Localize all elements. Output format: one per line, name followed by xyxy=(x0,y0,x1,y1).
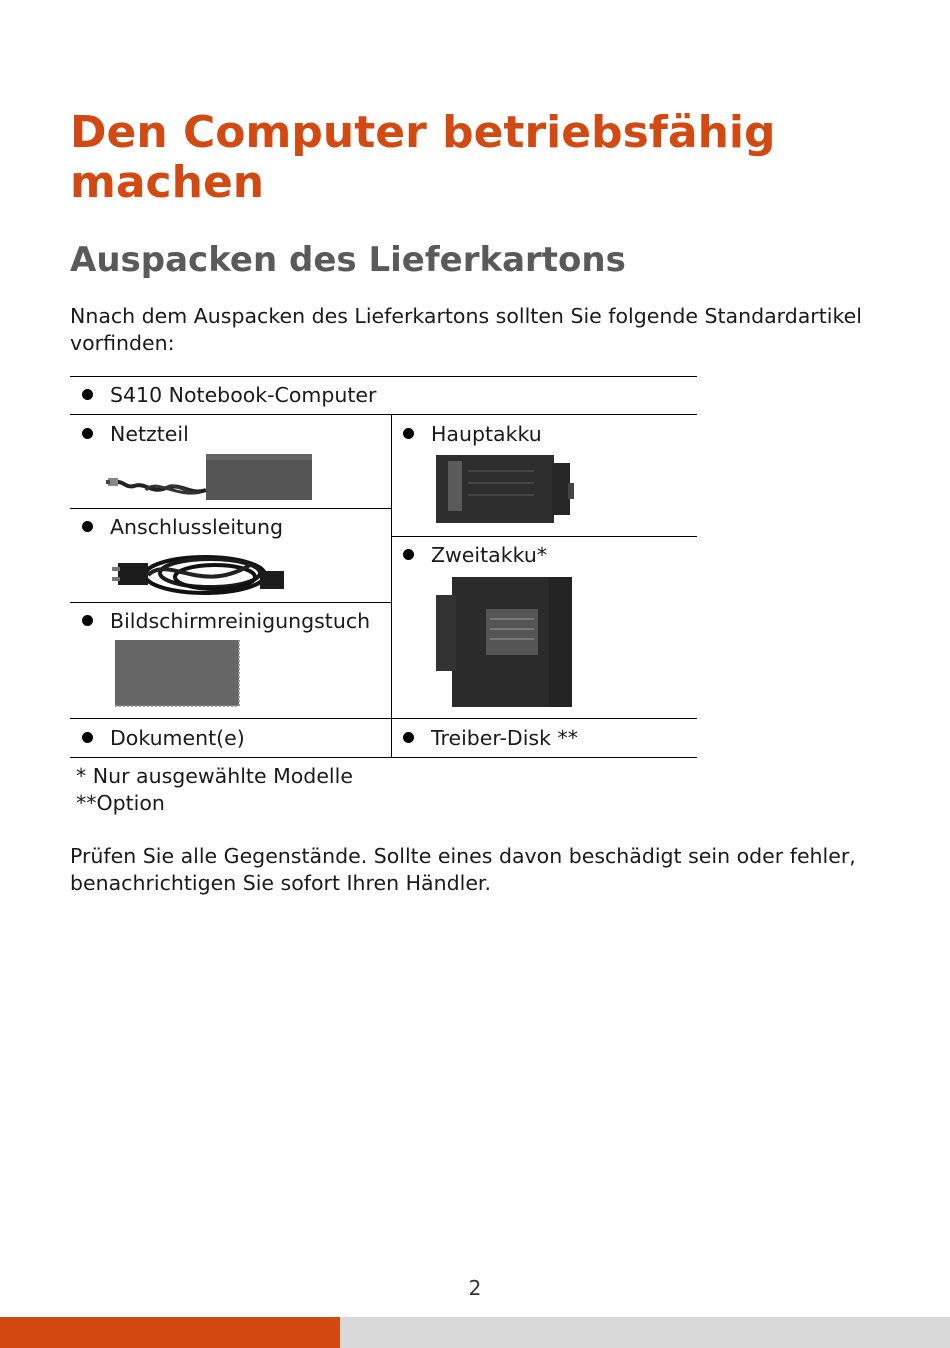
list-item xyxy=(82,382,376,408)
table-bottom-rule xyxy=(70,757,697,758)
footer-gray-bar xyxy=(340,1317,950,1348)
bullet-icon xyxy=(403,732,414,743)
bullet-icon xyxy=(82,615,93,626)
bullet-icon xyxy=(403,549,414,560)
section-heading: Auspacken des Lieferkartons xyxy=(70,240,626,280)
item-label: Bildschirmreinigungstuch xyxy=(110,609,371,633)
bullet-icon xyxy=(82,428,93,439)
table-column-divider xyxy=(391,414,392,757)
cleaning-cloth-icon xyxy=(113,638,243,708)
list-item xyxy=(82,514,283,540)
item-label: Treiber-Disk ** xyxy=(431,726,578,750)
list-item xyxy=(403,725,578,751)
second-battery-icon xyxy=(434,575,574,709)
item-label: Anschlussleitung xyxy=(110,515,284,539)
table-top-rule xyxy=(70,376,697,377)
footnote-selected-models: * Nur ausgewählte Modelle xyxy=(76,764,353,788)
power-adapter-icon xyxy=(106,452,316,502)
table-rule xyxy=(70,508,391,509)
bullet-icon xyxy=(403,428,414,439)
bullet-icon xyxy=(82,732,93,743)
main-battery-icon xyxy=(434,453,576,525)
list-item xyxy=(82,725,245,751)
intro-paragraph: Nnach dem Auspacken des Lieferkartons sollten Sie folgende Standardartikel vorfinden: xyxy=(70,304,862,355)
list-item xyxy=(403,421,542,447)
footnote-option: **Option xyxy=(76,791,165,815)
list-item xyxy=(82,608,370,634)
footer-accent-bar xyxy=(0,1317,340,1348)
table-rule xyxy=(70,602,391,603)
table-rule xyxy=(70,414,697,415)
list-item xyxy=(82,421,189,447)
item-label: Dokument(e) xyxy=(110,726,245,750)
page-number: 2 xyxy=(468,1276,482,1300)
item-label: Zweitakku* xyxy=(431,543,548,567)
bullet-icon xyxy=(82,389,93,400)
page-title: Den Computer betriebsfähig machen xyxy=(70,107,776,208)
power-cord-icon xyxy=(110,545,292,599)
item-label: Hauptakku xyxy=(431,422,542,446)
item-label: Netzteil xyxy=(110,422,189,446)
table-rule xyxy=(391,536,697,537)
item-label: S410 Notebook-Computer xyxy=(110,383,377,407)
list-item xyxy=(403,542,547,568)
closing-paragraph: Prüfen Sie alle Gegenstände. Sollte eines davon beschädigt sein oder fehler, benachrichtigen Sie sofort Ihren Händler. xyxy=(70,844,856,895)
bullet-icon xyxy=(82,521,93,532)
table-rule xyxy=(70,718,697,719)
